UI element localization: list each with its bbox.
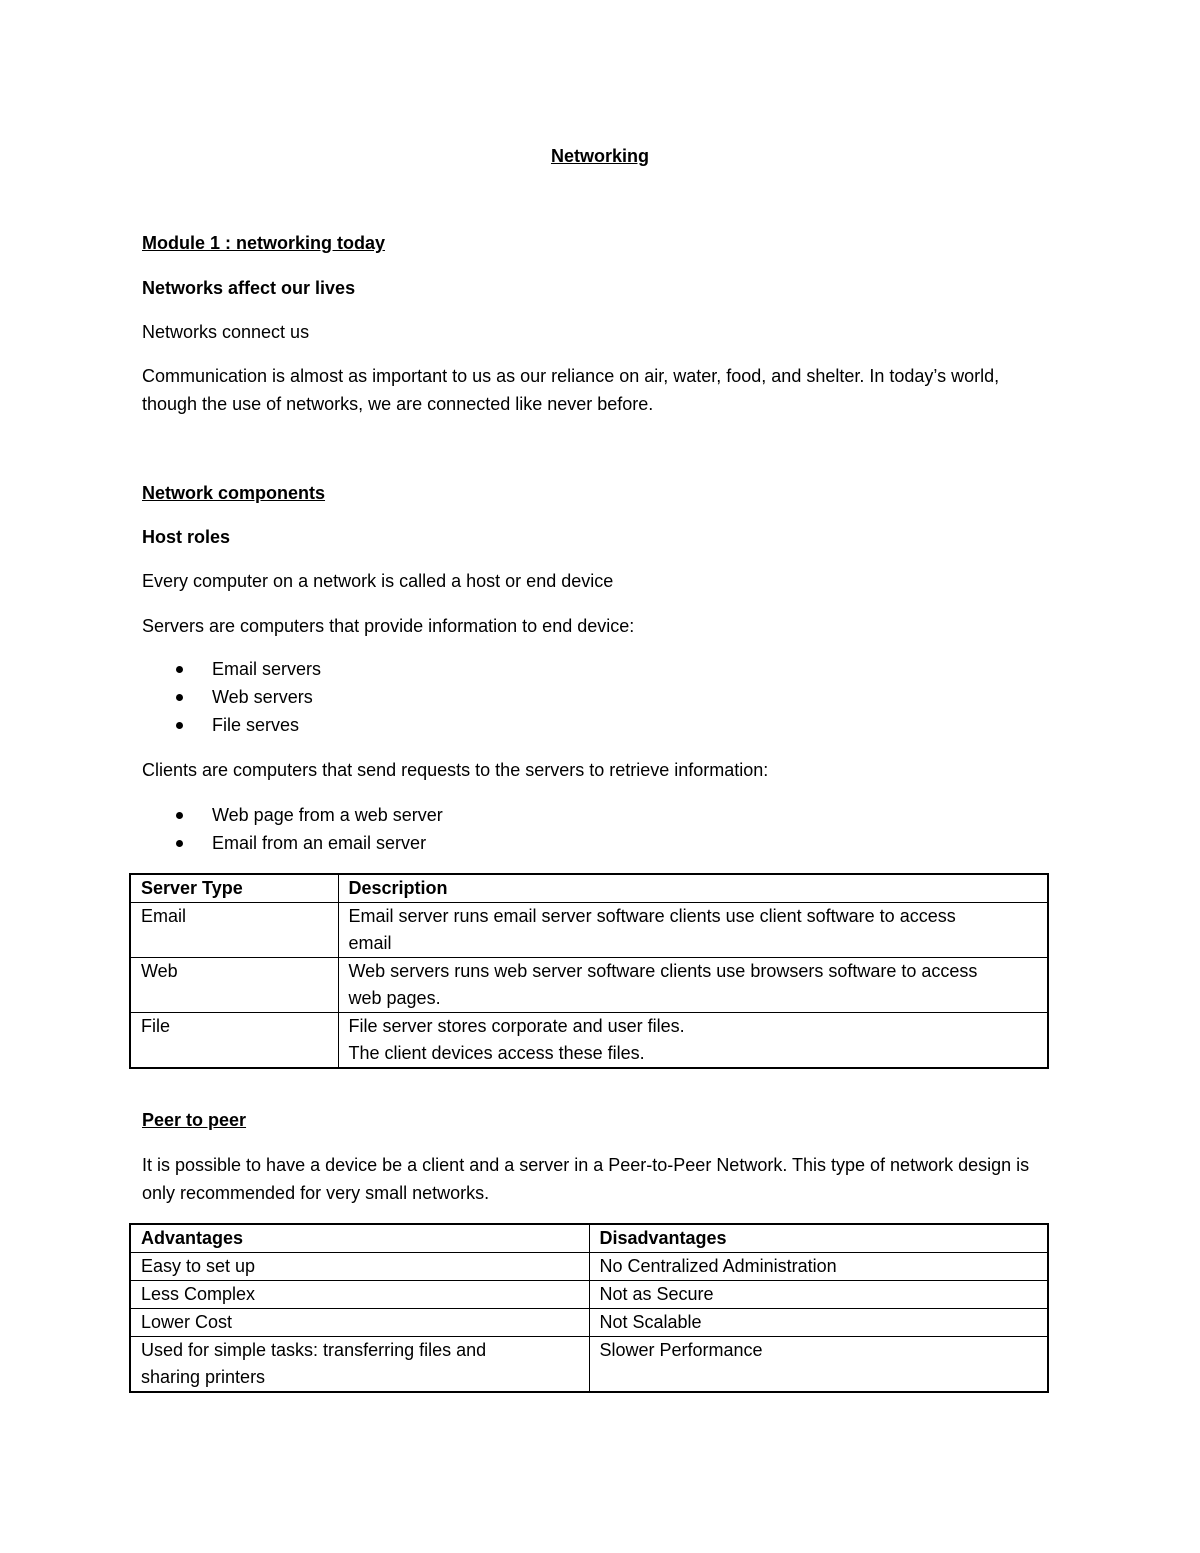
client-bullet-list — [142, 801, 443, 857]
paragraph-networks-connect: Networks connect us — [142, 322, 310, 342]
page-title: Networking — [550, 146, 649, 166]
table-header-row — [130, 874, 1048, 903]
paragraph-host: Every computer on a network is called a host or end device — [142, 571, 614, 591]
table-cell: Web — [130, 958, 338, 1013]
table-cell: No Centralized Administration — [589, 1253, 1048, 1281]
table-header-cell: Description — [338, 874, 1048, 903]
list-item: Email servers — [142, 655, 321, 683]
module-heading: Module 1 : networking today — [142, 233, 386, 253]
table-cell: Email — [130, 903, 338, 958]
bullet-icon — [176, 812, 183, 819]
section-subheading: Networks affect our lives — [142, 278, 356, 298]
list-item: File serves — [142, 711, 321, 739]
table-cell: Slower Performance — [589, 1337, 1048, 1393]
table-cell: File server stores corporate and user files. The client devices access these files. — [338, 1013, 1048, 1069]
table-cell: Less Complex — [130, 1281, 589, 1309]
table-row — [130, 903, 1048, 958]
paragraph-servers: Servers are computers that provide information to end device: — [142, 616, 635, 636]
table-row — [130, 1337, 1048, 1393]
list-item: Web page from a web server — [142, 801, 443, 829]
paragraph-clients: Clients are computers that send requests to the servers to retrieve information: — [142, 760, 769, 780]
table-header-cell: Disadvantages — [589, 1224, 1048, 1253]
table-cell: File — [130, 1013, 338, 1069]
table-cell: Easy to set up — [130, 1253, 589, 1281]
table-header-cell: Server Type — [130, 874, 338, 903]
list-item: Web servers — [142, 683, 321, 711]
paragraph-communication: Communication is almost as important to us as our reliance on air, water, food, and shelter. In today’s world, though the use of networks, we are connected like never before. — [142, 366, 1000, 414]
bullet-icon — [176, 722, 183, 729]
p2p-heading: Peer to peer — [142, 1110, 247, 1130]
table-header-row — [130, 1224, 1048, 1253]
server-bullet-list — [142, 655, 321, 739]
table-cell: Not as Secure — [589, 1281, 1048, 1309]
table-row — [130, 958, 1048, 1013]
table-row — [130, 1309, 1048, 1337]
components-heading: Network components — [142, 483, 326, 503]
table-header-cell: Advantages — [130, 1224, 589, 1253]
bullet-icon — [176, 694, 183, 701]
table-cell: Email server runs email server software clients use client software to access email — [338, 903, 1048, 958]
table-cell: Used for simple tasks: transferring files and sharing printers — [130, 1337, 589, 1393]
host-roles-heading: Host roles — [142, 527, 231, 547]
table-cell: Not Scalable — [589, 1309, 1048, 1337]
table-row — [130, 1013, 1048, 1069]
server-type-table — [129, 873, 1049, 1069]
table-cell: Lower Cost — [130, 1309, 589, 1337]
table-row — [130, 1281, 1048, 1309]
bullet-icon — [176, 840, 183, 847]
list-item: Email from an email server — [142, 829, 443, 857]
table-cell: Web servers runs web server software clients use browsers software to access web pages. — [338, 958, 1048, 1013]
paragraph-p2p: It is possible to have a device be a client and a server in a Peer-to-Peer Network. This type of network design is only recommended for very small networks. — [142, 1155, 1030, 1203]
p2p-advantages-table — [129, 1223, 1049, 1393]
table-row — [130, 1253, 1048, 1281]
bullet-icon — [176, 666, 183, 673]
